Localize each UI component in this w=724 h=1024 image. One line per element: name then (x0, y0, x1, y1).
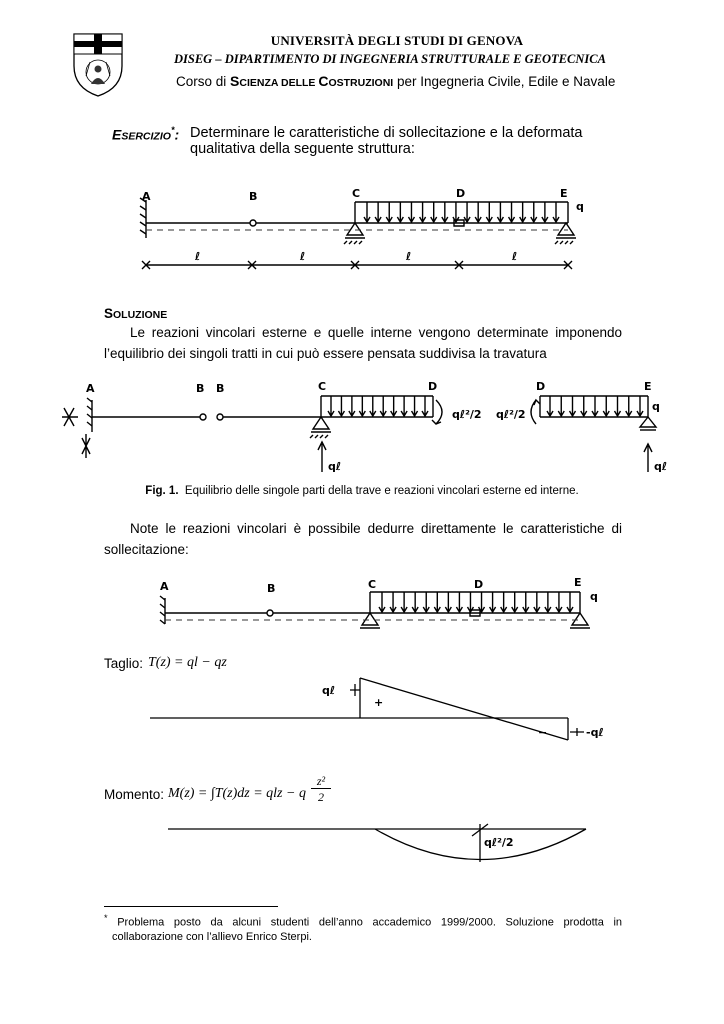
exercise-label: ESERCIZIO*: (112, 125, 180, 143)
load-arrow (453, 202, 459, 222)
load-arrow (490, 592, 496, 612)
exercise-text-2: qualitativa della seguente struttura: (190, 141, 415, 157)
load-arrow (434, 592, 440, 612)
load-arrow (534, 592, 540, 612)
load-arrow (370, 396, 376, 416)
structure-diagram-2 (160, 576, 610, 640)
shear-formula: T(z) = ql − qz (148, 655, 227, 670)
load-arrow (615, 396, 621, 416)
load-arrow (637, 396, 643, 416)
s2-label-D: D (474, 578, 484, 591)
load-arrow (386, 202, 392, 222)
load-arrow (408, 202, 414, 222)
load-arrow (603, 396, 609, 416)
fb-label-D2: D (536, 380, 546, 393)
load-arrow (364, 202, 370, 222)
load-arrow (545, 592, 551, 612)
label-D: D (456, 187, 466, 200)
load-arrow (553, 202, 559, 222)
load-arrow (467, 592, 473, 612)
load-arrow (556, 592, 562, 612)
load-arrow (390, 592, 396, 612)
load-arrow (397, 202, 403, 222)
load-arrow (501, 592, 507, 612)
exercise-text-1: Determinare le caratteristiche di sollecitazione e la deformata (190, 125, 583, 141)
load-arrow (523, 592, 529, 612)
span-length-2: ℓ (300, 250, 306, 263)
load-arrow (542, 202, 548, 222)
load-arrow (547, 396, 553, 416)
load-arrow (442, 202, 448, 222)
fb-load-q: q (652, 400, 660, 413)
shear-max-label: qℓ (322, 684, 336, 697)
s2-label-A: A (160, 580, 169, 593)
moment-fraction: z² 2 (311, 774, 331, 805)
fb-label-E: E (644, 380, 652, 393)
s2-label-C: C (368, 578, 377, 591)
load-arrow (401, 592, 407, 612)
span-length-3: ℓ (406, 250, 412, 263)
footnote: * Problema posto da alcuni studenti dell’anno accademico 1999/2000. Soluzione prodotta in collaborazione con l’allievo Enrico Sterpi. (104, 913, 623, 943)
fb-label-D1: D (428, 380, 438, 393)
fb-moment-left: qℓ²/2 (496, 408, 526, 421)
department-name: DISEG – DIPARTIMENTO DI INGEGNERIA STRUTTURALE E GEOTECNICA (174, 52, 606, 66)
moment-label: Momento: (104, 787, 165, 802)
load-arrow (412, 396, 418, 416)
shear-plus-sign: + (374, 696, 384, 709)
solution-title: SOLUZIONE (104, 306, 168, 321)
load-arrow (359, 396, 365, 416)
fb-label-C: C (318, 380, 327, 393)
load-arrow (431, 202, 437, 222)
moment-max-label: qℓ²/2 (484, 836, 514, 849)
moment-diagram (168, 820, 608, 880)
load-arrow (567, 592, 573, 612)
university-name: UNIVERSITÀ DEGLI STUDI DI GENOVA (270, 33, 524, 48)
load-arrow (380, 396, 386, 416)
load-arrow (531, 202, 537, 222)
load-arrow (422, 396, 428, 416)
fb-label-B1: B (196, 382, 205, 395)
shear-min-label: -qℓ (586, 726, 604, 739)
s2-label-E: E (574, 576, 582, 589)
load-arrow (464, 202, 470, 222)
label-E: E (560, 187, 568, 200)
load-arrow (626, 396, 632, 416)
load-arrow (349, 396, 355, 416)
s2-load-q: q (590, 590, 598, 603)
label-A: A (142, 190, 151, 203)
load-arrow (391, 396, 397, 416)
label-B: B (249, 190, 258, 203)
shear-diagram (150, 670, 630, 760)
span-length-4: ℓ (512, 250, 518, 263)
solution-paragraph-2: Note le reazioni vincolari è possibile dedurre direttamente le caratteristiche di sollecitazione: (104, 521, 622, 557)
load-arrow (581, 396, 587, 416)
load-arrow (423, 592, 429, 612)
load-arrow (512, 592, 518, 612)
load-arrow (520, 202, 526, 222)
load-arrow (509, 202, 515, 222)
load-arrow (338, 396, 344, 416)
fb-label-B2: B (216, 382, 225, 395)
fb-reaction-E: qℓ (654, 460, 668, 473)
load-arrow (497, 202, 503, 222)
moment-formula: M(z) = ∫T(z)dz = qlz − q (168, 786, 306, 801)
load-arrow (592, 396, 598, 416)
load-arrow (328, 396, 334, 416)
load-label-q: q (576, 200, 584, 213)
load-arrow (486, 202, 492, 222)
load-arrow (412, 592, 418, 612)
fb-reaction-C: qℓ (328, 460, 342, 473)
s2-label-B: B (267, 582, 276, 595)
figure-caption: Fig. 1. Equilibrio delle singole parti della trave e reazioni vincolari esterne ed interne. (145, 485, 579, 497)
fb-moment-right: qℓ²/2 (452, 408, 482, 421)
span-length-1: ℓ (195, 250, 201, 263)
shear-minus-sign: − (538, 726, 548, 739)
load-arrow (445, 592, 451, 612)
footnote-rule (104, 906, 278, 907)
structure-diagram (138, 186, 588, 286)
load-arrow (375, 202, 381, 222)
load-arrow (420, 202, 426, 222)
load-arrow (401, 396, 407, 416)
load-arrow (379, 592, 385, 612)
label-C: C (352, 187, 361, 200)
load-arrow (479, 592, 485, 612)
solution-paragraph-1: Le reazioni vincolari esterne e quelle interne vengono determinate imponendo l’equilibrio dei singoli tratti in cui può essere pensata suddivisa la travatura (104, 325, 622, 361)
course-name: Corso di SCIENZA DELLE COSTRUZIONI per Ingegneria Civile, Edile e Navale (176, 73, 616, 89)
load-arrow (456, 592, 462, 612)
shear-label: Taglio: (104, 656, 144, 671)
free-body-diagram (40, 380, 680, 485)
load-arrow (475, 202, 481, 222)
fb-label-A: A (86, 382, 95, 395)
load-arrow (558, 396, 564, 416)
load-arrow (570, 396, 576, 416)
